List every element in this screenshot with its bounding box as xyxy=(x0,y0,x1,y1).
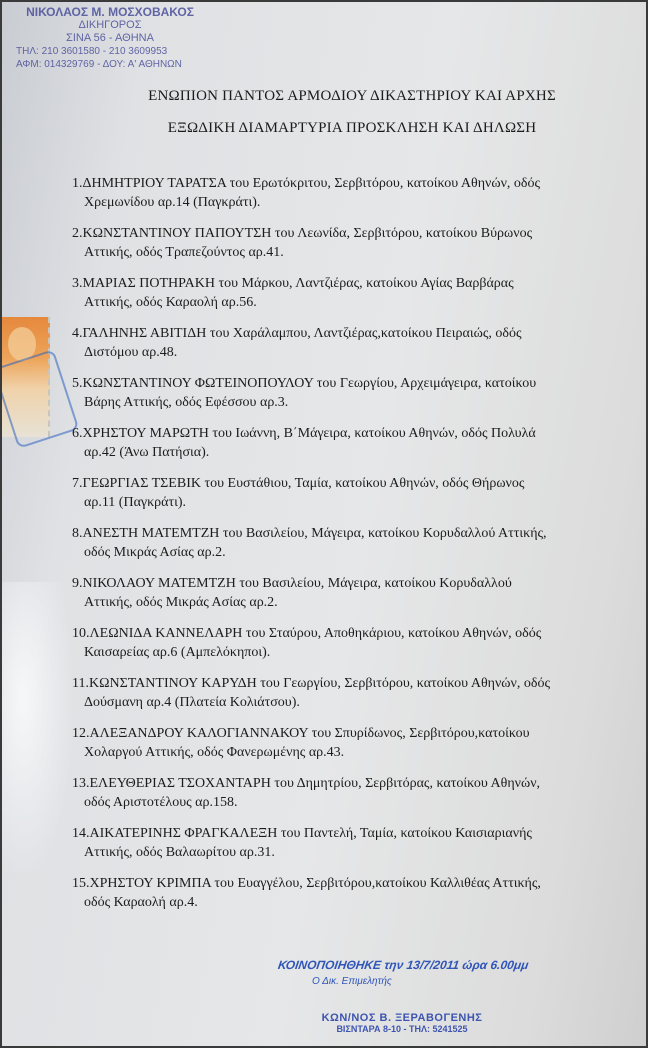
entry-line-2: οδός Αριστοτέλους αρ.158. xyxy=(84,795,238,810)
entry-line-1: 7.ΓΕΩΡΓΙΑΣ ΤΣΕΒΙΚ του Ευστάθιου, Ταμία, κατοίκου Αθηνών, οδός Θήρωνος xyxy=(72,476,525,491)
entry-line-1: 11.ΚΩΝΣΤΑΝΤΙΝΟΥ ΚΑΡΥΔΗ του Γεωργίου, Σερβιτόρου, κατοίκου Αθηνών, οδός xyxy=(72,676,550,691)
heading-line-2: ΕΞΩΔΙΚΗ ΔΙΑΜΑΡΤΥΡΙΑ ΠΡΟΣΚΛΗΣΗ ΚΑΙ ΔΗΛΩΣΗ xyxy=(167,120,537,136)
entry-line-1: 10.ΛΕΩΝΙΔΑ ΚΑΝΝΕΛΑΡΗ του Σταύρου, Αποθηκάριου, κατοίκου Αθηνών, οδός xyxy=(72,626,542,641)
bailiff-stamp xyxy=(302,1012,502,1034)
entry-line-1: 9.ΝΙΚΟΛΑΟΥ ΜΑΤΕΜΤΖΗ του Βασιλείου, Μάγειρα, κατοίκου Κορυδαλλού xyxy=(72,576,512,591)
list-item xyxy=(72,224,632,262)
entry-line-2: οδός Μικράς Ασίας αρ.2. xyxy=(84,545,226,560)
list-item xyxy=(72,524,632,562)
bailiff-address: ΒΙΣΝΤΑΡΑ 8-10 - ΤΗΛ: 5241525 xyxy=(336,1024,468,1034)
list-item xyxy=(72,474,632,512)
entry-line-1: 8.ΑΝΕΣΤΗ ΜΑΤΕΜΤΖΗ του Βασιλείου, Μάγειρα, κατοίκου Κορυδαλλού Αττικής, xyxy=(72,526,547,541)
list-item xyxy=(72,424,632,462)
entry-line-2: αρ.11 (Παγκράτι). xyxy=(84,495,187,510)
entry-line-1: 13.ΕΛΕΥΘΕΡΙΑΣ ΤΣΟΧΑΝΤΑΡΗ του Δημητρίου, Σερβιτόρας, κατοίκου Αθηνών, xyxy=(72,776,541,791)
recipients-list xyxy=(72,174,632,924)
letterhead-name: ΝΙΚΟΛΑΟΣ Μ. ΜΟΣΧΟΒΑΚΟΣ xyxy=(26,5,194,19)
entry-line-2: Αττικής, οδός Τραπεζούντος αρ.41. xyxy=(84,245,284,260)
list-item xyxy=(72,674,632,712)
letterhead-title: ΔΙΚΗΓΟΡΟΣ xyxy=(78,19,142,31)
service-note-sub: Ο Δικ. Επιμελητής xyxy=(312,976,392,987)
list-item xyxy=(72,174,632,212)
entry-line-2: Διστόμου αρ.48. xyxy=(84,345,178,360)
entry-line-2: Χρεμωνίδου αρ.14 (Παγκράτι). xyxy=(84,195,261,210)
list-item xyxy=(72,574,632,612)
list-item xyxy=(72,324,632,362)
letterhead-stamp xyxy=(10,6,210,71)
entry-line-2: Βάρης Αττικής, οδός Εφέσσου αρ.3. xyxy=(84,395,289,410)
paper-smudge xyxy=(2,582,72,872)
document-page xyxy=(2,2,646,1046)
entry-line-2: Καισαρείας αρ.6 (Αμπελόκηποι). xyxy=(84,645,271,660)
entry-line-2: Δούσμανη αρ.4 (Πλατεία Κολιάτσου). xyxy=(84,695,300,710)
list-item xyxy=(72,274,632,312)
entry-line-2: αρ.42 (Άνω Πατήσια). xyxy=(84,445,210,460)
bailiff-name: ΚΩΝ/ΝΟΣ Β. ΞΕΡΑΒΟΓΕΝΗΣ xyxy=(321,1012,483,1024)
entry-line-2: οδός Καραολή αρ.4. xyxy=(84,895,198,910)
entry-line-2: Χολαργού Αττικής, οδός Φανερωμένης αρ.43. xyxy=(84,745,345,760)
entry-line-2: Αττικής, οδός Βαλαωρίτου αρ.31. xyxy=(84,845,275,860)
entry-line-1: 3.ΜΑΡΙΑΣ ΠΟΤΗΡΑΚΗ του Μάρκου, Λαντζιέρας, κατοίκου Αγίας Βαρβάρας xyxy=(72,276,514,291)
list-item xyxy=(72,774,632,812)
service-note-stamp xyxy=(272,952,632,992)
entry-line-1: 14.ΑΙΚΑΤΕΡΙΝΗΣ ΦΡΑΓΚΑΛΕΞΗ του Παντελή, Ταμία, κατοίκου Καισιαριανής xyxy=(72,826,532,841)
entry-line-1: 5.ΚΩΝΣΤΑΝΤΙΝΟΥ ΦΩΤΕΙΝΟΠΟΥΛΟΥ του Γεωργίου, Αρχειμάγειρα, κατοίκου xyxy=(72,376,537,391)
list-item xyxy=(72,374,632,412)
service-note-main: ΚΟΙΝΟΠΟΙΗΘΗΚΕ την 13/7/2011 ώρα 6.00μμ xyxy=(277,958,530,972)
letterhead-address: ΣΙΝΑ 56 - ΑΘΗΝΑ xyxy=(66,32,154,44)
stamp-cancellation-mark xyxy=(2,349,79,449)
heading-line-1: ΕΝΩΠΙΟΝ ΠΑΝΤΟΣ ΑΡΜΟΔΙΟΥ ΔΙΚΑΣΤΗΡΙΟΥ ΚΑΙ ΑΡΧΗΣ xyxy=(148,88,556,104)
entry-line-1: 2.ΚΩΝΣΤΑΝΤΙΝΟΥ ΠΑΠΟΥΤΣΗ του Λεωνίδα, Σερβιτόρου, κατοίκου Βύρωνος xyxy=(72,226,533,241)
list-item xyxy=(72,874,632,912)
entry-line-1: 1.ΔΗΜΗΤΡΙΟΥ ΤΑΡΑΤΣΑ του Ερωτόκριτου, Σερβιτόρου, κατοίκου Αθηνών, οδός xyxy=(72,176,541,191)
entry-line-2: Αττικής, οδός Μικράς Ασίας αρ.2. xyxy=(84,595,278,610)
letterhead-phone: ΤΗΛ: 210 3601580 - 210 3609953 xyxy=(16,46,168,57)
list-item xyxy=(72,724,632,762)
entry-line-1: 15.ΧΡΗΣΤΟΥ ΚΡΙΜΠΑ του Ευαγγέλου, Σερβιτόρου,κατοίκου Καλλιθέας Αττικής, xyxy=(72,876,541,891)
letterhead-tax-id: ΑΦΜ: 014329769 - ΔΟΥ: Α' ΑΘΗΝΩΝ xyxy=(16,59,182,70)
entry-line-1: 4.ΓΑΛΗΝΗΣ ΑΒΙΤΙΔΗ του Χαράλαμπου, Λαντζιέρας,κατοίκου Πειραιώς, οδός xyxy=(72,326,522,341)
entry-line-1: 12.ΑΛΕΞΑΝΔΡΟΥ ΚΑΛΟΓΙΑΝΝΑΚΟΥ του Σπυρίδωνος, Σερβιτόρου,κατοίκου xyxy=(72,726,530,741)
entry-line-1: 6.ΧΡΗΣΤΟΥ ΜΑΡΩΤΗ του Ιωάννη, Β΄Μάγειρα, κατοίκου Αθηνών, οδός Πολυλά xyxy=(72,426,536,441)
list-item xyxy=(72,824,632,862)
list-item xyxy=(72,624,632,662)
entry-line-2: Αττικής, οδός Καραολή αρ.56. xyxy=(84,295,257,310)
